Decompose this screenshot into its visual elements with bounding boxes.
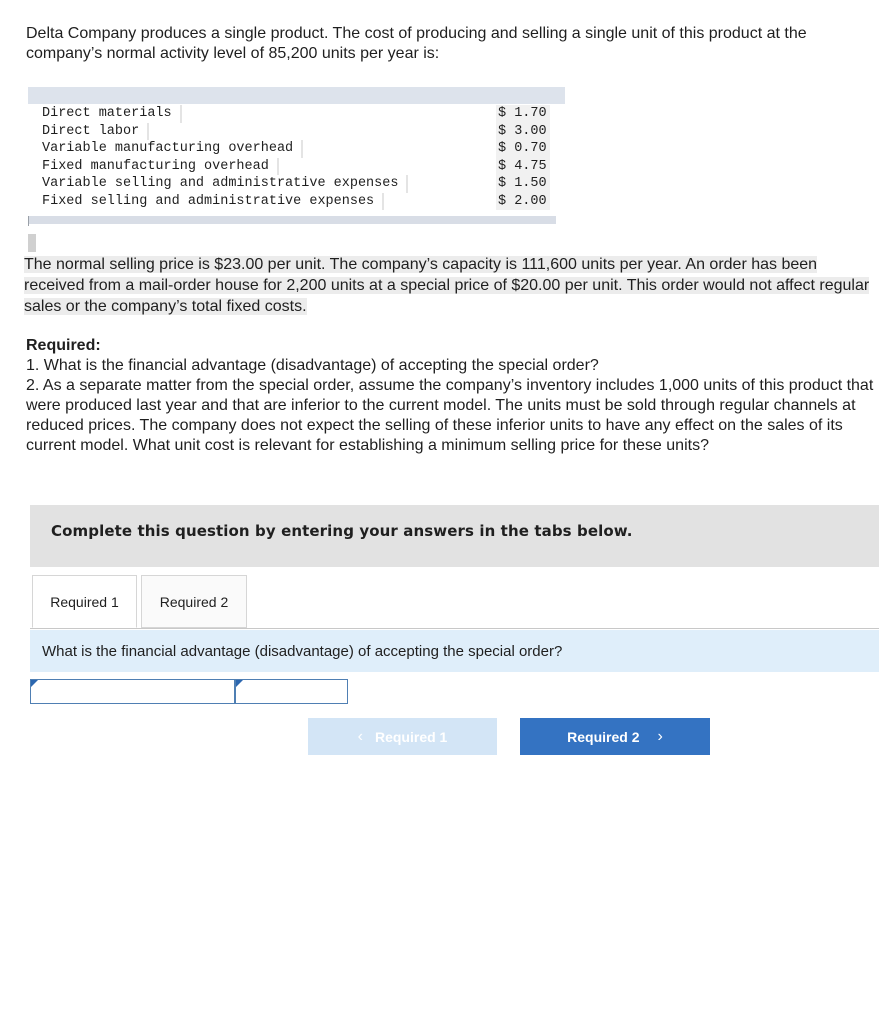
required-section: [26, 336, 878, 456]
cost-row: [38, 158, 558, 176]
paragraph-marker: [28, 234, 36, 252]
cost-label: Fixed selling and administrative expenses: [42, 193, 384, 211]
cost-value: $ 4.75: [496, 158, 550, 176]
required-heading: Required:: [26, 337, 101, 354]
cost-row: [38, 105, 558, 123]
prev-required-button[interactable]: [308, 718, 497, 755]
cost-row: [38, 140, 558, 158]
tab-label: Required 2: [159, 593, 229, 610]
cost-value: $ 0.70: [496, 140, 550, 158]
cost-table-header-bar: [28, 87, 565, 104]
instructions-banner: [30, 505, 879, 567]
cost-row: [38, 175, 558, 193]
problem-details-text: The normal selling price is $23.00 per unit. The company’s capacity is 111,600 units per year. An order has been received from a mail-order house for 2,200 units at a special price of $20.00 per unit. This order would not affect regular sales or the company’s total fixed costs.: [24, 256, 870, 315]
question-text: What is the financial advantage (disadvantage) of accepting the special order?: [42, 643, 563, 660]
cost-row: [38, 123, 558, 141]
dropdown-flag-icon: [236, 680, 243, 687]
dropdown-flag-icon: [31, 680, 38, 687]
answer-label-input[interactable]: [32, 681, 234, 702]
answer-amount-input[interactable]: [236, 681, 346, 702]
required-item-2: 2. As a separate matter from the special order, assume the company’s inventory includes 1,000 units of this product that were produced last year and that are inferior to the current model. The units must be sold through regular channels at reduced prices. The company does not expect the selling of these inferior units to have any effect on the sales of its current model. What unit cost is relevant for establishing a minimum selling price for these units?: [26, 377, 874, 454]
cost-value: $ 1.70: [496, 105, 550, 123]
cost-table: [38, 105, 558, 210]
cost-label: Variable manufacturing overhead: [42, 140, 303, 158]
instructions-text: Complete this question by entering your answers in the tabs below.: [51, 522, 633, 540]
cost-label: Direct labor: [42, 123, 149, 141]
cost-table-footer-tick: [28, 216, 29, 226]
cost-label: Direct materials: [42, 105, 182, 123]
next-button-label: Required 2: [567, 728, 640, 745]
next-required-button[interactable]: [520, 718, 710, 755]
cost-value: $ 2.00: [496, 193, 550, 211]
tab-divider: [30, 628, 879, 629]
cost-row: [38, 193, 558, 211]
cost-label: Variable selling and administrative expenses: [42, 175, 408, 193]
chevron-left-icon: ‹: [357, 727, 363, 745]
question-bar: [30, 630, 879, 672]
cost-value: $ 3.00: [496, 123, 550, 141]
cost-value: $ 1.50: [496, 175, 550, 193]
cost-table-footer-bar: [28, 216, 556, 224]
tab-required-1[interactable]: [32, 575, 137, 628]
required-item-1: 1. What is the financial advantage (disadvantage) of accepting the special order?: [26, 357, 599, 374]
problem-intro: Delta Company produces a single product. The cost of producing and selling a single unit of this product at the company’s normal activity level of 85,200 units per year is:: [26, 25, 807, 62]
cost-label: Fixed manufacturing overhead: [42, 158, 279, 176]
problem-details: [24, 254, 874, 317]
answer-row: [30, 679, 348, 704]
tab-label: Required 1: [50, 593, 119, 610]
prev-button-label: Required 1: [374, 728, 448, 745]
tab-required-2[interactable]: [141, 575, 247, 628]
chevron-right-icon: ›: [657, 727, 663, 745]
